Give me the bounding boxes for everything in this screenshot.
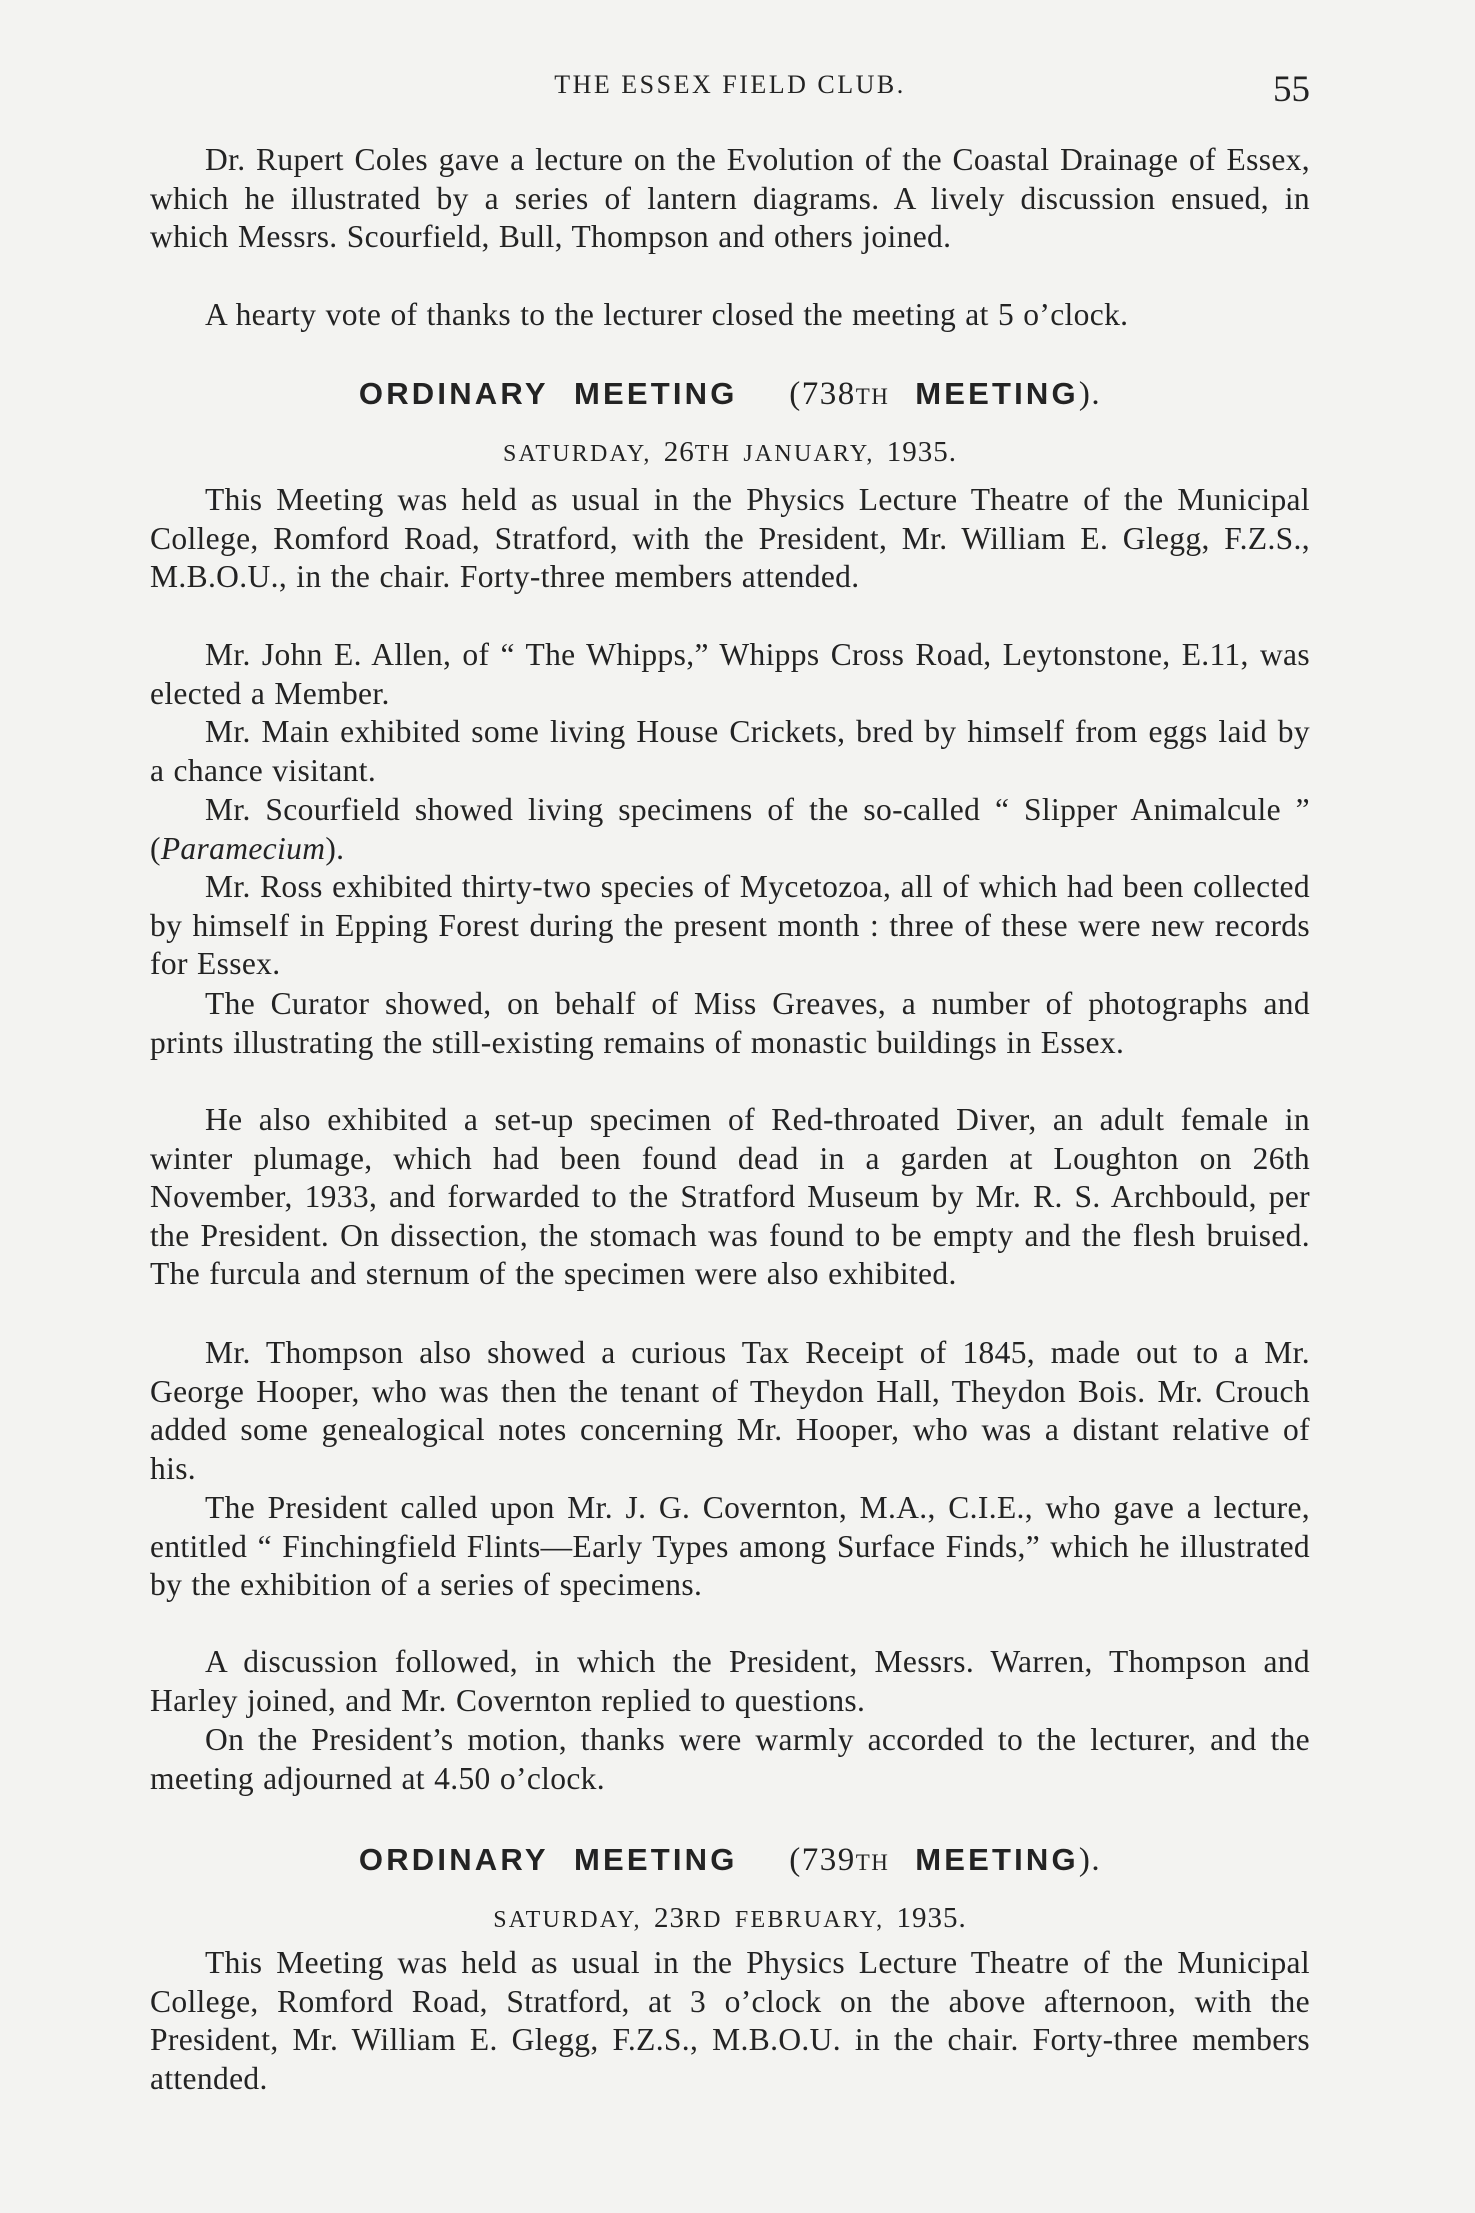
heading-tail: MEETING [889, 1842, 1079, 1877]
meeting-738-paragraph-10: A discussion followed, in which the President, Messrs. Warren, Thompson and Harley joined, and Mr. Covernton replied to questions. [150, 1644, 1310, 1718]
meeting-738-paragraph-6: The Curator showed, on behalf of Miss Greaves, a number of photographs and prints illustrating the still-existing remains of monastic buildings in Essex. [150, 986, 1310, 1060]
paragraph-4-end: ). [325, 830, 345, 866]
running-head [150, 62, 1310, 112]
date-number: 23 [653, 1902, 685, 1934]
meeting-738-paragraph-11: On the President’s motion, thanks were warmly accorded to the lecturer, and the meeting adjourned at 4.50 o’clock. [150, 1722, 1310, 1796]
heading-tail: MEETING [889, 376, 1079, 411]
meeting-738-heading [150, 376, 1310, 413]
heading-ordinal-suffix: TH [855, 1850, 890, 1875]
heading-meeting-number: (738 [789, 376, 856, 412]
date-day: SATURDAY, [503, 441, 652, 467]
date-month: FEBRUARY, [734, 1907, 885, 1933]
book-page [150, 0, 1310, 2213]
meeting-738-paragraph-8: Mr. Thompson also showed a curious Tax Receipt of 1845, made out to a Mr. George Hooper, who was then the tenant of Theydon Hall, Theydon Bois. Mr. Crouch added some genealogical notes concerning Mr. Hooper, who was a distant relative of his. [150, 1335, 1310, 1486]
meeting-738-paragraph-5: Mr. Ross exhibited thirty-two species of Mycetozoa, all of which had been collected by himself in Epping Forest during the present month : three of these were new records for Essex. [150, 869, 1310, 982]
date-number: 26 [663, 436, 695, 468]
date-suffix: TH [694, 441, 732, 467]
meeting-738-paragraph-1: This Meeting was held as usual in the Physics Lecture Theatre of the Municipal College, Romford Road, Stratford, with the President, Mr. William E. Glegg, F.Z.S., M.B.O.U., in the chair. Forty-three members attended. [150, 482, 1310, 595]
meeting-738-date [150, 436, 1310, 469]
meeting-739-date [150, 1902, 1310, 1935]
meeting-738-paragraph-7: He also exhibited a set-up specimen of Red-throated Diver, an adult female in winter plumage, which had been found dead in a garden at Loughton on 26th November, 1933, and forwarded to the Stratford Museum by Mr. R. S. Archbould, per the President. On dissection, the stomach was found to be empty and the flesh bruised. The furcula and sternum of the specimen were also exhibited. [150, 1102, 1310, 1292]
heading-ordinal-suffix: TH [855, 384, 890, 409]
date-month: JANUARY, [743, 441, 875, 467]
heading-lead: ORDINARY MEETING [358, 1842, 738, 1877]
intro-paragraph-1: Dr. Rupert Coles gave a lecture on the Evolution of the Coastal Drainage of Essex, which he illustrated by a series of lantern diagrams. A lively discussion ensued, in which Messrs. Scourfield, Bull, Thompson and others joined. [150, 142, 1310, 255]
running-title: THE ESSEX FIELD CLUB. [554, 70, 906, 99]
meeting-739-paragraph-1: This Meeting was held as usual in the Physics Lecture Theatre of the Municipal College, Romford Road, Stratford, at 3 o’clock on the above afternoon, with the President, Mr. William E. Glegg, F.Z.S., M.B.O.U. in the chair. Forty-three members attended. [150, 1945, 1310, 2096]
intro-paragraph-2: A hearty vote of thanks to the lecturer closed the meeting at 5 o’clock. [205, 297, 1129, 332]
date-suffix: RD [684, 1907, 723, 1933]
heading-close: ). [1078, 376, 1102, 412]
paragraph-4-text: Mr. Scourfield showed living specimens of the so-called “ Slipper Animalcule ” ( [150, 792, 1310, 866]
heading-lead: ORDINARY MEETING [358, 376, 738, 411]
heading-close: ). [1078, 1842, 1102, 1878]
paramecium-italic: Paramecium [160, 830, 326, 866]
meeting-738-paragraph-9: The President called upon Mr. J. G. Covernton, M.A., C.I.E., who gave a lecture, entitled “ Finchingfield Flints—Early Types among Surface Finds,” which he illustrated by the exhibition of a series of specimens. [150, 1490, 1310, 1603]
date-day: SATURDAY, [493, 1907, 642, 1933]
date-year: 1935. [886, 436, 957, 468]
meeting-738-paragraph-3: Mr. Main exhibited some living House Crickets, bred by himself from eggs laid by a chance visitant. [150, 714, 1310, 788]
meeting-738-paragraph-4 [150, 791, 1310, 868]
page-number: 55 [1273, 69, 1310, 110]
meeting-738-paragraph-2: Mr. John E. Allen, of “ The Whipps,” Whipps Cross Road, Leytonstone, E.11, was elected a Member. [150, 637, 1310, 711]
date-year: 1935. [896, 1902, 967, 1934]
heading-meeting-number: (739 [789, 1842, 856, 1878]
meeting-739-heading [150, 1842, 1310, 1879]
